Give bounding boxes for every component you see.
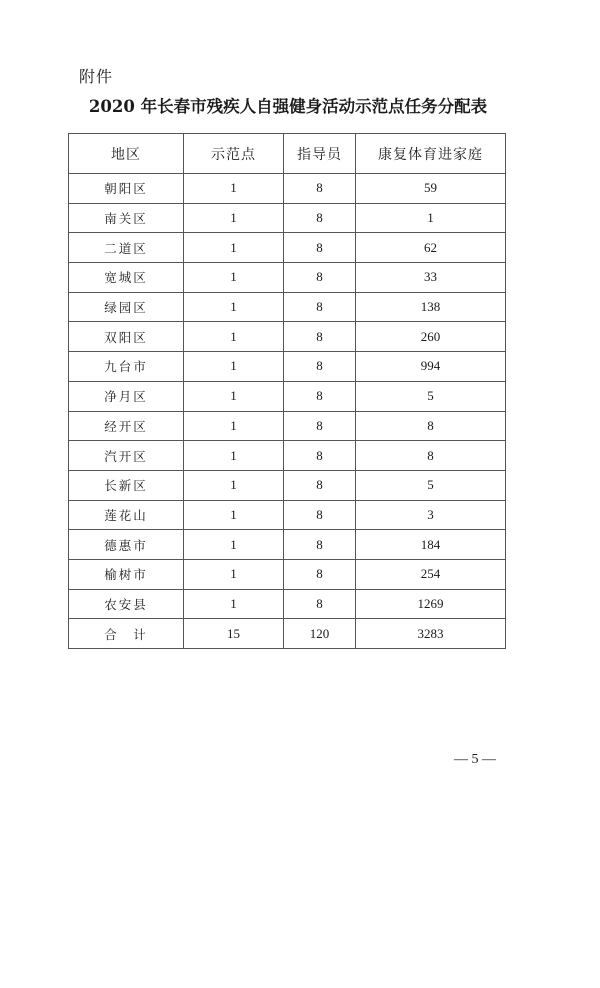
table-row [69,322,506,352]
document-title: 2020 年长春市残疾人自强健身活动示范点任务分配表 [88,97,488,116]
cell-region: 德惠市 [69,530,184,560]
cell-rehab-families: 260 [356,322,506,352]
cell-rehab-families: 1269 [356,589,506,619]
table-row [69,292,506,322]
table-body [69,174,506,649]
cell-instructors: 8 [284,441,356,471]
cell-region: 农安县 [69,589,184,619]
cell-region: 双阳区 [69,322,184,352]
table-header-row [69,134,506,174]
table-row [69,233,506,263]
cell-demo-sites: 1 [184,352,284,382]
cell-region: 宽城区 [69,263,184,293]
cell-instructors: 8 [284,263,356,293]
cell-instructors: 8 [284,530,356,560]
table-row [69,559,506,589]
cell-demo-sites: 1 [184,381,284,411]
cell-demo-sites: 1 [184,233,284,263]
cell-rehab-families: 138 [356,292,506,322]
cell-instructors: 8 [284,500,356,530]
header-demo-sites: 示范点 [184,134,284,174]
cell-region: 合 计 [69,619,184,649]
table-row [69,470,506,500]
cell-demo-sites: 15 [184,619,284,649]
cell-region: 净月区 [69,381,184,411]
table-row [69,203,506,233]
header-region: 地区 [69,134,184,174]
cell-instructors: 8 [284,352,356,382]
cell-instructors: 8 [284,470,356,500]
cell-demo-sites: 1 [184,470,284,500]
cell-rehab-families: 1 [356,203,506,233]
cell-rehab-families: 254 [356,559,506,589]
table-row [69,174,506,204]
cell-demo-sites: 1 [184,174,284,204]
cell-instructors: 8 [284,292,356,322]
header-rehab-families: 康复体育进家庭 [356,134,506,174]
cell-demo-sites: 1 [184,589,284,619]
cell-instructors: 8 [284,203,356,233]
cell-instructors: 8 [284,589,356,619]
cell-rehab-families: 184 [356,530,506,560]
table-row [69,263,506,293]
cell-rehab-families: 8 [356,441,506,471]
cell-instructors: 120 [284,619,356,649]
table-row [69,530,506,560]
cell-region: 长新区 [69,470,184,500]
cell-rehab-families: 3283 [356,619,506,649]
cell-region: 朝阳区 [69,174,184,204]
cell-instructors: 8 [284,411,356,441]
cell-rehab-families: 5 [356,470,506,500]
table-row [69,411,506,441]
cell-instructors: 8 [284,322,356,352]
table-row [69,589,506,619]
cell-demo-sites: 1 [184,530,284,560]
cell-demo-sites: 1 [184,292,284,322]
cell-rehab-families: 62 [356,233,506,263]
cell-region: 莲花山 [69,500,184,530]
cell-instructors: 8 [284,381,356,411]
cell-rehab-families: 5 [356,381,506,411]
cell-demo-sites: 1 [184,411,284,441]
cell-rehab-families: 33 [356,263,506,293]
cell-rehab-families: 994 [356,352,506,382]
cell-region: 九台市 [69,352,184,382]
cell-rehab-families: 59 [356,174,506,204]
cell-instructors: 8 [284,174,356,204]
cell-region: 南关区 [69,203,184,233]
page-number: — 5 — [454,752,496,767]
cell-region: 汽开区 [69,441,184,471]
table-row [69,352,506,382]
cell-demo-sites: 1 [184,203,284,233]
cell-instructors: 8 [284,559,356,589]
header-instructors: 指导员 [284,134,356,174]
table-row [69,500,506,530]
cell-instructors: 8 [284,233,356,263]
table-total-row [69,619,506,649]
cell-demo-sites: 1 [184,441,284,471]
table-row [69,441,506,471]
cell-demo-sites: 1 [184,263,284,293]
cell-region: 二道区 [69,233,184,263]
cell-region: 榆树市 [69,559,184,589]
allocation-table [68,133,506,649]
cell-rehab-families: 3 [356,500,506,530]
cell-rehab-families: 8 [356,411,506,441]
cell-demo-sites: 1 [184,559,284,589]
cell-region: 绿园区 [69,292,184,322]
table-row [69,381,506,411]
cell-demo-sites: 1 [184,500,284,530]
cell-demo-sites: 1 [184,322,284,352]
attachment-label: 附件 [79,67,114,86]
cell-region: 经开区 [69,411,184,441]
